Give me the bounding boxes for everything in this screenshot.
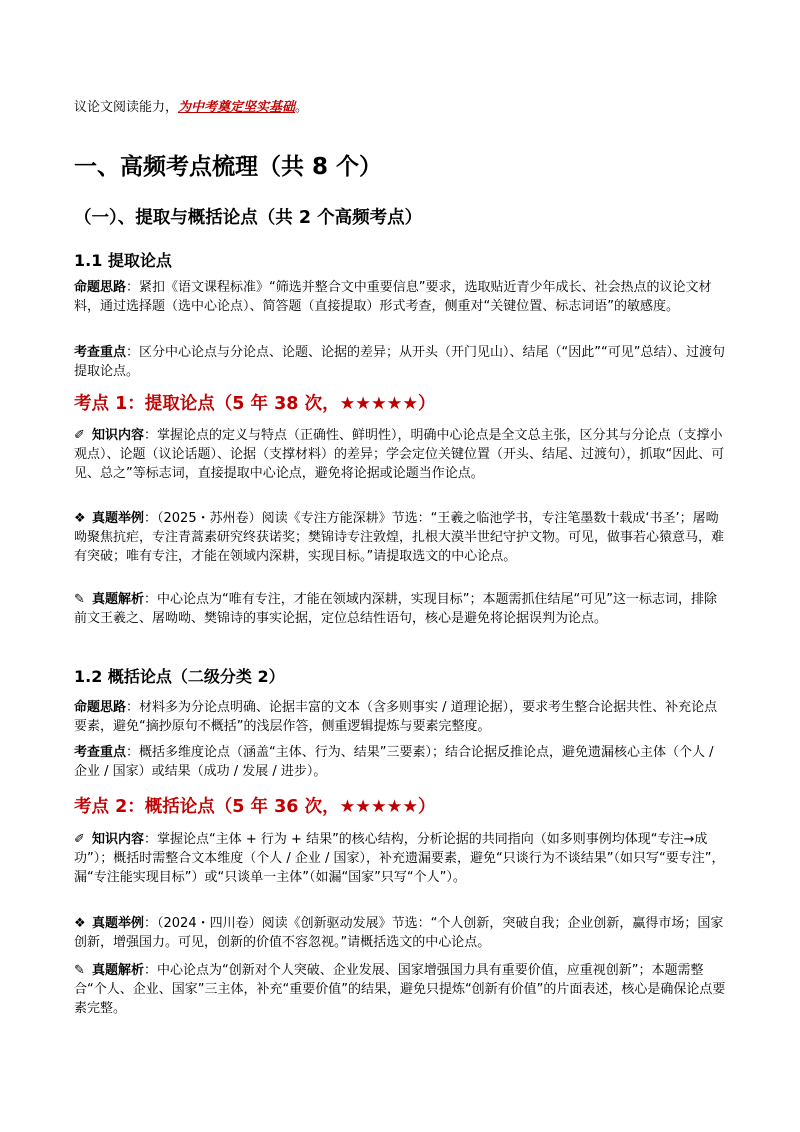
intro-end: 。: [295, 100, 309, 115]
knowledge-text: ：掌握论点“主体 + 行为 + 结果”的核心结构，分析论据的共同指向（如多则事例均体现“专注→成功”）；概括时需整合文本维度（个人 / 企业 / 国家），补充遗漏要素，避免“只谈行为不谈结果”（如只写“要专注”，漏“专注能实现目标”）或“只谈单一主体”（如漏“国家”只写“个人”）。: [74, 832, 725, 885]
example-label: 真题举例: [92, 511, 145, 526]
idea-text: ：紧扣《语文课程标准》“筛选并整合文中重要信息”要求，选取贴近青少年成长、社会热点的议论文材料，通过选择题（选中心论点）、简答题（直接提取）形式考查，侧重对“关键位置、标志词语”的敏感度。: [74, 280, 712, 314]
idea-label: 命题思路: [74, 280, 127, 295]
analysis-text: ：中心论点为“唯有专注，才能在领域内深耕，实现目标”；本题需抓住结尾“可见”这一标志词，排除前文王羲之、屠呦呦、樊锦诗的事实论据，定位总结性语句，核心是避免将论据误判为论点。: [74, 592, 717, 626]
pen-icon: ✎: [74, 963, 85, 978]
analysis-text: ：中心论点为“创新对个人突破、企业发展、国家增强国力具有重要价值，应重视创新”；本题需整合“个人、企业、国家”三主体，补充“重要价值”的结果，避免只提炼“创新有价值”的片面表述，核心是确保论点要素完整。: [74, 963, 726, 1016]
idea-text: ：材料多为分论点明确、论据丰富的文本（含多则事实 / 道理论据），要求考生整合论据共性、补充论点要素，避免“摘抄原句不概括”的浅层作答，侧重逻辑提炼与要素完整度。: [74, 700, 718, 734]
section-1-title: 1.1 提取论点: [74, 251, 172, 270]
heading-level-1: 一、高频考点梳理（共 8 个）: [74, 154, 383, 180]
knowledge-label: 知识内容: [92, 832, 145, 847]
kaodian-1-heading: 考点 1：提取论点（5 年 38 次，★★★★★）: [74, 394, 436, 414]
example-text: ：（2025・苏州卷）阅读《专注方能深耕》节选：“王羲之临池学书，专注笔墨数十载成‘书圣’；屠呦呦聚焦抗疟，专注青蒿素研究终获诺奖；樊锦诗专注敦煌，扎根大漠半世纪守护文物。可见，做事若心猿意马，难有突破；唯有专注，才能在领域内深耕，实现目标。”请提取选文的中心论点。: [74, 511, 725, 564]
section-2-knowledge: [74, 830, 728, 887]
idea-label: 命题思路: [74, 700, 127, 715]
section-2-idea: [74, 698, 728, 736]
analysis-label: 真题解析: [92, 592, 145, 607]
intro-text: 议论文阅读能力，: [74, 100, 179, 115]
knowledge-label: 知识内容: [92, 428, 145, 443]
example-text: ：（2024・四川卷）阅读《创新驱动发展》节选：“个人创新，突破自我；企业创新，赢得市场；国家创新，增强国力。可见，创新的价值不容忽视。”请概括选文的中心论点。: [74, 916, 724, 950]
section-2-focus: [74, 743, 728, 781]
section-1-idea: [74, 278, 728, 316]
diamond-icon: ❖: [74, 916, 86, 931]
focus-text: ：区分中心论点与分论点、论题、论据的差异；从开头（开门见山）、结尾（“因此”“可见”总结）、过渡句提取论点。: [74, 345, 725, 379]
focus-label: 考查重点: [74, 345, 127, 360]
section-1-analysis: [74, 590, 728, 628]
intro-line: [74, 96, 308, 115]
section-2-analysis: [74, 961, 728, 1018]
section-1-knowledge: [74, 426, 728, 483]
analysis-label: 真题解析: [92, 963, 145, 978]
diamond-icon: ❖: [74, 511, 86, 526]
kaodian-2-heading: 考点 2：概括论点（5 年 36 次，★★★★★）: [74, 797, 436, 817]
pencil-icon: ✐: [74, 832, 85, 847]
section-1-example: [74, 509, 728, 566]
knowledge-text: ：掌握论点的定义与特点（正确性、鲜明性），明确中心论点是全文总主张，区分其与分论点（支撑小观点）、论题（议论话题）、论据（支撑材料）的差异；学会定位关键位置（开头、结尾、过渡句），抓取“因此、可见、总之”等标志词，直接提取中心论点，避免将论据或论题当作论点。: [74, 428, 725, 481]
example-label: 真题举例: [92, 916, 145, 931]
section-2-example: [74, 914, 728, 952]
heading-level-2: （一）、提取与概括论点（共 2 个高频考点）: [74, 208, 423, 228]
intro-emphasis: 为中考奠定坚实基础: [178, 100, 296, 115]
pen-icon: ✎: [74, 592, 85, 607]
pencil-icon: ✐: [74, 428, 85, 443]
section-1-focus: [74, 343, 728, 381]
section-2-title: 1.2 概括论点（二级分类 2）: [74, 667, 285, 686]
focus-text: ：概括多维度论点（涵盖“主体、行为、结果”三要素）；结合论据反推论点，避免遗漏核心主体（个人 / 企业 / 国家）或结果（成功 / 发展 / 进步）。: [74, 745, 714, 779]
focus-label: 考查重点: [74, 745, 127, 760]
